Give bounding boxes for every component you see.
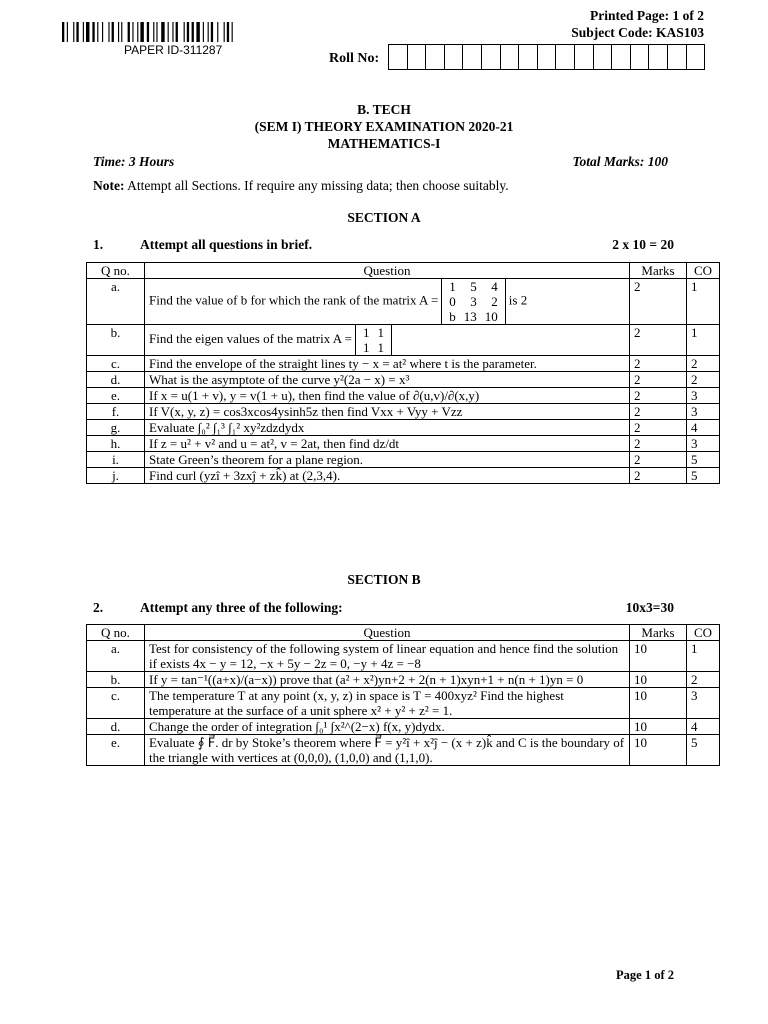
co-cell: 5 (687, 468, 720, 484)
question-text-cell (145, 279, 630, 325)
total-marks: Total Marks: 100 (572, 154, 668, 169)
subject-code: Subject Code: KAS103 (571, 25, 704, 40)
col-marks: Marks (630, 625, 687, 641)
question-row (87, 279, 720, 325)
marks-cell: 2 (630, 356, 687, 372)
roll-no-box (612, 44, 631, 70)
matrix-entry: 1 (377, 325, 385, 340)
matrix (355, 325, 392, 355)
question-row (87, 688, 720, 719)
degree-title: B. TECH (357, 102, 411, 117)
section-a-table (86, 262, 720, 484)
matrix-entry: 5 (470, 279, 477, 294)
col-qno: Q no. (87, 625, 145, 641)
question-text-cell: If x = u(1 + v), y = v(1 + u), then find the value of ∂(u,v)/∂(x,y) (145, 388, 630, 404)
question-text-cell: Change the order of integration ∫₀¹ ∫x²^(2−x) f(x, y)dydx. (145, 719, 630, 735)
co-cell: 1 (687, 641, 720, 672)
question-text-cell: What is the asymptote of the curve y²(2a − x) = x³ (145, 372, 630, 388)
co-cell: 1 (687, 325, 720, 356)
roll-no-box (556, 44, 575, 70)
question-text-cell: Evaluate ∫₀² ∫₁³ ∫₁² xy²zdzdydx (145, 420, 630, 436)
question-row (87, 356, 720, 372)
question-text-cell: The temperature T at any point (x, y, z) in space is T = 400xyz² Find the highest temperature at the surface of a unit sphere x² + y² + z² = 1. (145, 688, 630, 719)
question-text-cell: State Green’s theorem for a plane region. (145, 452, 630, 468)
matrix (441, 279, 506, 324)
matrix-entry: 1 (363, 325, 370, 340)
marks-cell: 2 (630, 325, 687, 356)
col-marks: Marks (630, 263, 687, 279)
question-text-cell: Evaluate ∮ F⃗. dr by Stoke’s theorem where F⃗ = y²î + x²ĵ − (x + z)k̂ and C is the boundary of the triangle with vertices at (0,0,0), (1,0,0) and (1,1,0). (145, 735, 630, 766)
question-number: 1. (93, 237, 104, 252)
marks-cell: 10 (630, 719, 687, 735)
question-number-cell: f. (87, 404, 145, 420)
question-row (87, 420, 720, 436)
printed-page: Printed Page: 1 of 2 (590, 8, 704, 23)
co-cell: 3 (687, 404, 720, 420)
question-row (87, 719, 720, 735)
question-number-cell: e. (87, 735, 145, 766)
co-cell: 1 (687, 279, 720, 325)
section-b-marks: 10x3=30 (625, 600, 674, 615)
section-a-question-heading (93, 237, 312, 253)
col-qno: Q no. (87, 263, 145, 279)
roll-no-box (426, 44, 445, 70)
co-cell: 5 (687, 452, 720, 468)
subject-title: MATHEMATICS-I (327, 136, 441, 151)
question-number: 2. (93, 600, 104, 615)
matrix-entry: 13 (463, 309, 477, 324)
roll-no-boxes (388, 44, 705, 70)
question-text-cell: Test for consistency of the following system of linear equation and hence find the solution if exists 4x − y = 12, −x + 5y − 2z = 0, −y + 4z = −8 (145, 641, 630, 672)
col-question: Question (145, 625, 630, 641)
question-number-cell: c. (87, 356, 145, 372)
question-row (87, 672, 720, 688)
co-cell: 5 (687, 735, 720, 766)
question-number-cell: j. (87, 468, 145, 484)
marks-cell: 2 (630, 436, 687, 452)
co-cell: 4 (687, 719, 720, 735)
barcode (62, 22, 290, 42)
question-number-cell: a. (87, 641, 145, 672)
question-number-cell: b. (87, 325, 145, 356)
roll-no-box (594, 44, 613, 70)
col-question: Question (145, 263, 630, 279)
co-cell: 4 (687, 420, 720, 436)
marks-cell: 10 (630, 688, 687, 719)
question-number-cell: e. (87, 388, 145, 404)
roll-no-box (687, 44, 706, 70)
note-text: Attempt all Sections. If require any missing data; then choose suitably. (127, 178, 509, 193)
exam-title: (SEM I) THEORY EXAMINATION 2020-21 (254, 119, 514, 134)
note (93, 178, 509, 194)
question-number-cell: i. (87, 452, 145, 468)
matrix-entry: 10 (484, 309, 498, 324)
co-cell: 2 (687, 356, 720, 372)
co-cell: 3 (687, 436, 720, 452)
marks-cell: 10 (630, 735, 687, 766)
question-row (87, 641, 720, 672)
co-cell: 3 (687, 388, 720, 404)
question-number-cell: h. (87, 436, 145, 452)
time-allowed: Time: 3 Hours (93, 154, 175, 169)
table-header-row (87, 263, 720, 279)
roll-no-box (519, 44, 538, 70)
question-row (87, 388, 720, 404)
marks-cell: 10 (630, 672, 687, 688)
question-row (87, 404, 720, 420)
question-text-cell (145, 325, 630, 356)
roll-no-box (631, 44, 650, 70)
question-number-cell: d. (87, 719, 145, 735)
question-row (87, 436, 720, 452)
co-cell: 2 (687, 672, 720, 688)
question-number-cell: b. (87, 672, 145, 688)
matrix-entry: 0 (449, 294, 456, 309)
question-row (87, 372, 720, 388)
table-header-row (87, 625, 720, 641)
question-instruction: Attempt all questions in brief. (140, 237, 313, 252)
question-number-cell: c. (87, 688, 145, 719)
section-a-title: SECTION A (347, 210, 421, 225)
question-instruction: Attempt any three of the following: (140, 600, 343, 615)
marks-cell: 2 (630, 468, 687, 484)
section-b-table (86, 624, 720, 766)
question-text: Find the value of b for which the rank of the matrix A = (149, 292, 439, 308)
marks-cell: 2 (630, 404, 687, 420)
question-text-cell: If y = tan⁻¹((a+x)/(a−x)) prove that (a² + x²)yn+2 + 2(n + 1)xyn+1 + n(n + 1)yn = 0 (145, 672, 630, 688)
page-footer: Page 1 of 2 (616, 968, 674, 982)
roll-no-box (649, 44, 668, 70)
question-text-cell: If V(x, y, z) = cos3xcos4ysinh5z then find Vxx + Vyy + Vzz (145, 404, 630, 420)
col-co: CO (687, 263, 720, 279)
section-b-question-heading (93, 600, 343, 616)
roll-no-box (408, 44, 427, 70)
matrix-entry: 4 (491, 279, 498, 294)
roll-no-box (538, 44, 557, 70)
roll-no-box (463, 44, 482, 70)
marks-cell: 2 (630, 279, 687, 325)
roll-no-box (575, 44, 594, 70)
question-text-cell: Find curl (yzî + 3zxĵ + zk̂) at (2,3,4). (145, 468, 630, 484)
co-cell: 2 (687, 372, 720, 388)
question-row (87, 468, 720, 484)
section-b-title: SECTION B (347, 572, 421, 587)
marks-cell: 2 (630, 452, 687, 468)
matrix-entry: 2 (491, 294, 498, 309)
question-row (87, 325, 720, 356)
roll-no-label: Roll No: (329, 51, 380, 66)
question-text-suffix: is 2 (508, 292, 528, 308)
roll-no-box (482, 44, 501, 70)
marks-cell: 10 (630, 641, 687, 672)
question-text: Find the eigen values of the matrix A = (149, 330, 353, 346)
marks-cell: 2 (630, 372, 687, 388)
question-text-cell: If z = u² + v² and u = at², v = 2at, then find dz/dt (145, 436, 630, 452)
matrix-entry: b (449, 309, 456, 324)
question-number-cell: g. (87, 420, 145, 436)
roll-no-box (445, 44, 464, 70)
paper-id: PAPER ID-311287 (124, 43, 223, 57)
col-co: CO (687, 625, 720, 641)
question-row (87, 452, 720, 468)
matrix-entry: 3 (470, 294, 477, 309)
marks-cell: 2 (630, 420, 687, 436)
matrix-entry: 1 (377, 340, 385, 355)
roll-no-box (668, 44, 687, 70)
question-number-cell: d. (87, 372, 145, 388)
question-row (87, 735, 720, 766)
section-a-marks: 2 x 10 = 20 (612, 237, 674, 252)
roll-no-box (501, 44, 520, 70)
roll-no-box (389, 44, 408, 70)
question-text-cell: Find the envelope of the straight lines ty − x = at² where t is the parameter. (145, 356, 630, 372)
marks-cell: 2 (630, 388, 687, 404)
note-label: Note: (93, 178, 125, 193)
matrix-entry: 1 (449, 279, 456, 294)
matrix-entry: 1 (363, 340, 370, 355)
question-number-cell: a. (87, 279, 145, 325)
co-cell: 3 (687, 688, 720, 719)
